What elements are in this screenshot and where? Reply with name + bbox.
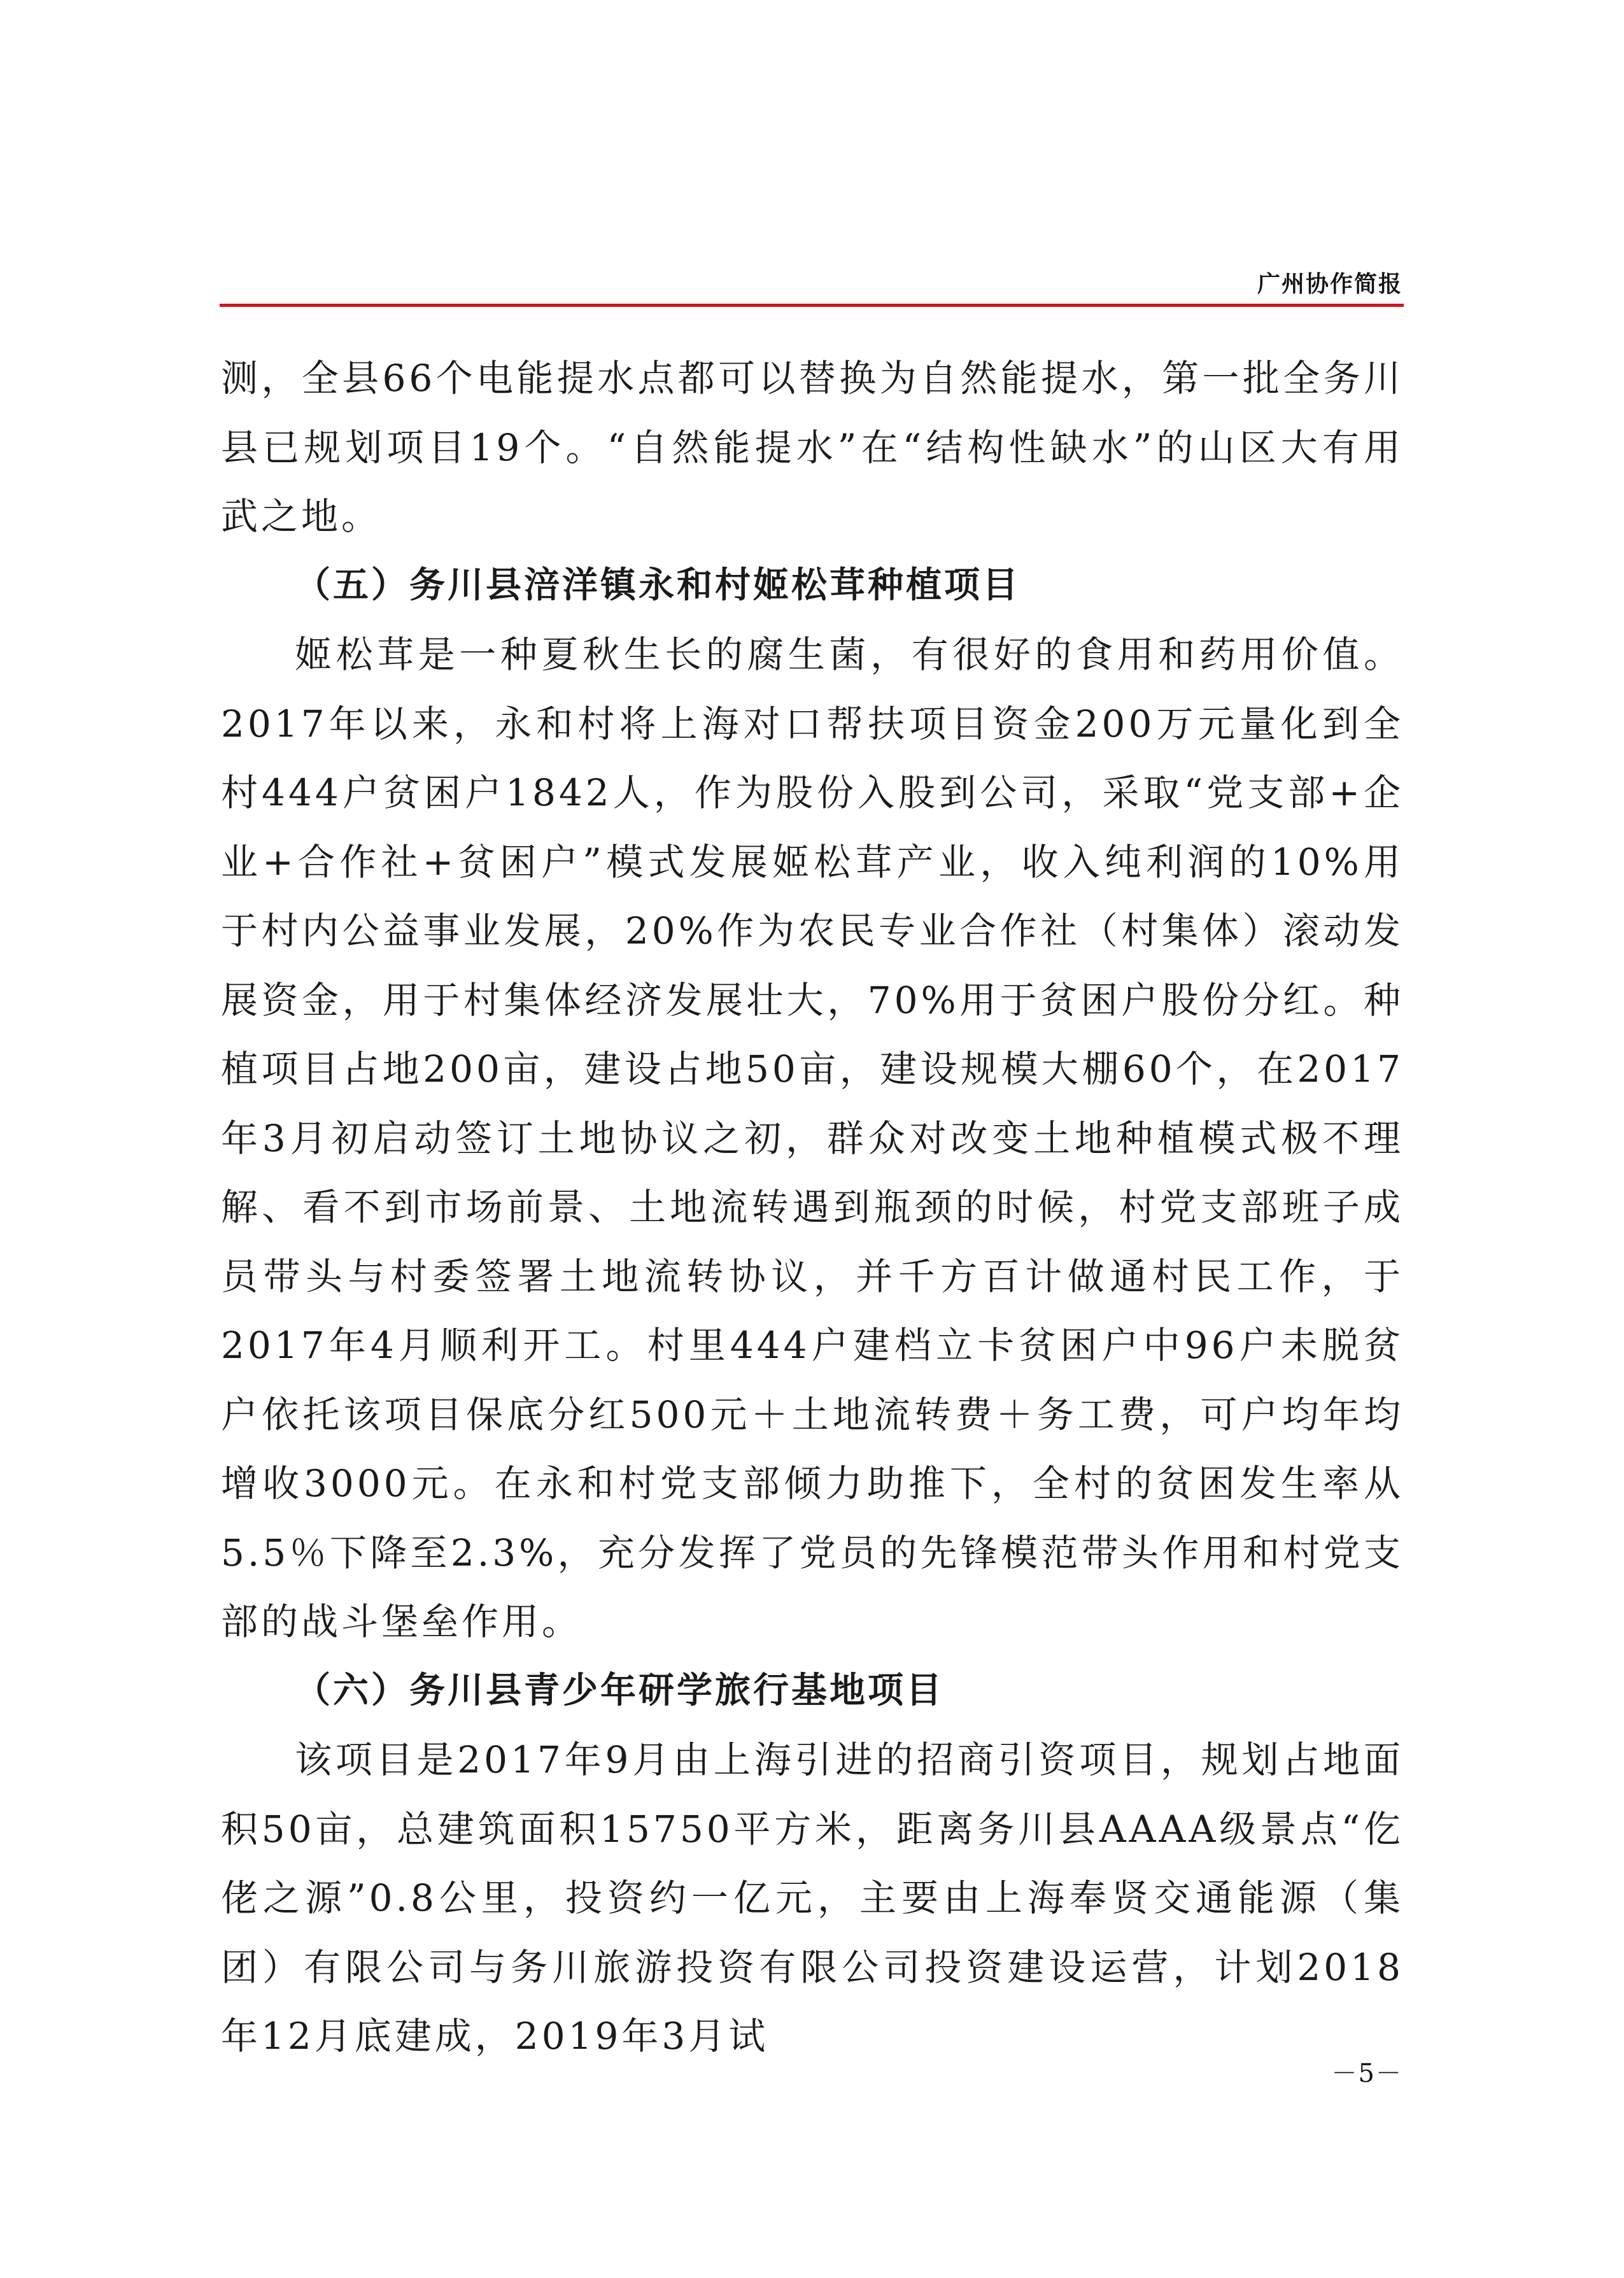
paragraph-section-5: 姬松茸是一种夏秋生长的腐生菌，有很好的食用和药用价值。2017年以来，永和村将上海对口帮扶项目资金200万元量化到全村444户贫困户1842人，作为股份入股到公司，采取“党支部+企业+合作社+贫困户”模式发展姬松茸产业，收入纯利润的10%用于村内公益事业发展，20%作为农民专业合作社（村集体）滚动发展资金，用于村集体经济发展壮大，70%用于贫困户股份分红。种植项目占地200亩，建设占地50亩，建设规模大棚60个，在2017年3月初启动签订土地协议之初，群众对改变土地种植模式极不理解、看不到市场前景、土地流转遇到瓶颈的时候，村党支部班子成员带头与村委签署土地流转协议，并千方百计做通村民工作，于2017年4月顺利开工。村里444户建档立卡贫困户中96户未脱贫户依托该项目保底分红500元＋土地流转费＋务工费，可户均年均增收3000元。在永和村党支部倾力助推下，全村的贫困发生率从5.5％下降至2.3%，充分发挥了党员的先锋模范带头作用和村党支部的战斗堡垒作用。 [221,633,1404,1643]
paragraph-continuation: 测，全县66个电能提水点都可以替换为自然能提水，第一批全务川县已规划项目19个。“自然能提水”在“结构性缺水”的山区大有用武之地。 [221,357,1404,538]
section-heading-5: （五）务川县涪洋镇永和村姬松茸种植项目 [295,564,1020,606]
header-divider [220,304,1404,307]
document-body [221,344,1404,2071]
publication-title: 广州协作简报 [1257,271,1402,297]
section-heading-6: （六）务川县青少年研学旅行基地项目 [295,1669,944,1711]
paragraph-section-6: 该项目是2017年9月由上海引进的招商引资项目，规划占地面积50亩，总建筑面积15750平方米，距离务川县AAAA级景点“仡佬之源”0.8公里，投资约一亿元，主要由上海奉贤交通能源（集团）有限公司与务川旅游投资有限公司投资建设运营，计划2018年12月底建成，2019年3月试 [221,1738,1404,2058]
page-number: －5－ [1331,2059,1402,2088]
